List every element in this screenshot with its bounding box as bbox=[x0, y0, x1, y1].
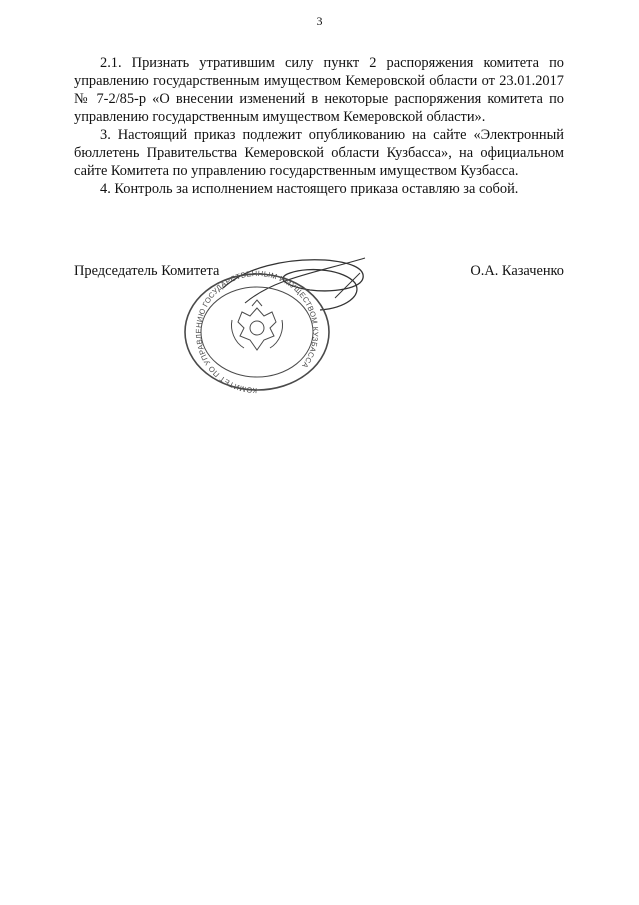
paragraph-4: 4. Контроль за исполнением настоящего приказа оставляю за собой. bbox=[100, 181, 519, 197]
paragraph-3: 3. Настоящий приказ подлежит опубликованию на сайте «Электронный бюллетень Правительства Кемеровской области Кузбасса», на официальном сайте Комитета по управлению государственным имуществом Кузбасса. bbox=[74, 127, 564, 179]
page-number: 3 bbox=[316, 14, 323, 28]
seal-outer-text: КОМИТЕТ ПО УПРАВЛЕНИЮ ГОСУДАРСТВЕННЫМ ИМУЩЕСТВОМ КУЗБАССА bbox=[194, 270, 321, 395]
signatory-title: Председатель Комитета bbox=[74, 263, 220, 279]
paragraph-2-1: 2.1. Признать утратившим силу пункт 2 распоряжения комитета по управлению государственным имуществом Кемеровской области от 23.01.2017 № 7-2/85-р «О внесении изменений в некоторые распоряжения комитета по управлению государственным имуществом Кемеровской области». bbox=[74, 55, 564, 125]
svg-text:КОМИТЕТ ПО УПРАВЛЕНИЮ ГОСУДАРС bbox=[194, 270, 320, 395]
signatory-name: О.А. Казаченко bbox=[470, 263, 564, 279]
coat-of-arms-icon bbox=[232, 300, 283, 350]
official-seal bbox=[172, 270, 342, 395]
document-body bbox=[74, 54, 564, 198]
